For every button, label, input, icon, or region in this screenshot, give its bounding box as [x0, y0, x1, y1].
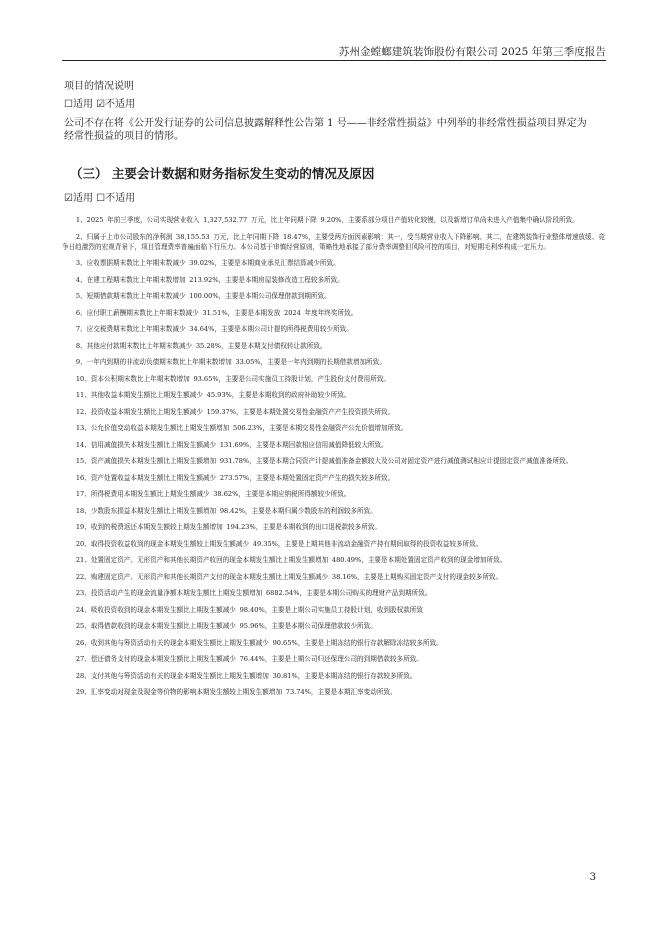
list-item: 28、支付其他与筹资活动有关的现金本期发生额比上期发生额增加 30.81%，主要是本期冻结的银行存款较多所致。 [75, 671, 417, 680]
page-number: 3 [589, 872, 596, 883]
list-item: 21、处置固定资产、无形资产和其他长期资产收回的现金本期发生额比上期发生额增加 480.49%，主要是本期处置固定资产收到的现金增加所致。 [75, 556, 507, 565]
list-item: 9、一年内到期的非流动负债期末数比上年期末数增加 33.05%，主要是一年内到期的长期借款增加所致。 [75, 358, 386, 367]
list-item: 14、信用减值损失本期发生额比上期发生额减少 131.69%，主要是本期回款相应信用减值降低较大所致。 [75, 440, 388, 449]
list-item: 27、偿还债务支付的现金本期发生额比上期发生额减少 76.44%，主要是上期公司归还保理公司的到期借款较多所致。 [75, 655, 423, 664]
section-options: ☑适用 ☐不适用 [64, 193, 136, 204]
list-item: 2、归属于上市公司股东的净利润 38,155.53 万元，比上年同期下降 18.47%，主要受两方面因素影响：其一，受当期营业收入下降影响。其二，在建筑装饰行业整体增速放缓、竞争日趋激烈的宏观背景下，项目管理费率普遍面临下行压力。本公司基于审慎经营原则，策略性地承接了部分费率调整但风险可控的项目，对短期毛利率构成一定压力。 [62, 232, 605, 251]
list-item: 19、收到的税费返还本期发生额较上期发生额增加 194.23%，主要是本期收到的出口退税款较多所致。 [75, 523, 382, 532]
list-item: 3、应收票据期末数比上年期末数减少 39.02%，主要是本期商业承兑汇票结算减少所致。 [75, 259, 340, 268]
list-item: 12、投资收益本期发生额比上期发生额减少 159.37%，主要是本期处置交易性金融资产产生投资损失所致。 [75, 407, 395, 416]
list-item: 17、所得税费用本期发生额比上期发生额减少 38.62%，主要是本期应纳税所得额较少所致。 [75, 490, 351, 499]
list-item: 13、公允价值变动收益本期发生额比上期发生额增加 506.23%，主要是本期交易性金融资产公允价值增加所致。 [75, 424, 408, 433]
list-item: 1、2025 年前三季度，公司实现营业收入 1,327,532.77 万元，比上年同期下降 9.20%，主要系部分项目产值转化较慢，以及新增订单尚未进入产值集中确认阶段所致。 [75, 216, 579, 224]
list-item: 22、购建固定资产、无形资产和其他长期资产支付的现金本期发生额比上期发生额减少 38.16%，主要是上期购买固定资产支付的现金较多所致。 [75, 572, 503, 581]
list-item: 6、应付职工薪酬期末数比上年期末数减少 31.51%，主要是本期发放 2024 年度年终奖所致。 [75, 308, 358, 317]
list-item: 18、少数股东损益本期发生额比上期发生额增加 98.42%，主要是本期归属少数股东的利润较多所致。 [75, 506, 377, 515]
list-item: 29、汇率变动对现金及现金等价物的影响本期发生额较上期发生额增加 73.74%，主要是本期汇率变动所致。 [75, 688, 397, 697]
change-reasons-list [62, 215, 608, 704]
list-item: 15、资产减值损失本期发生额比上期发生额增加 931.78%，主要是本期合同资产计提减值准备金额较大及公司对固定资产进行减值测试相应计提固定资产减值准备所致。 [75, 457, 573, 466]
list-item: 4、在建工程期末数比上年期末数增加 213.92%，主要是本期房屋装修改造工程较多所致。 [75, 275, 344, 284]
nonrecurring-label: 项目的情况说明 [64, 81, 134, 92]
list-item: 7、应交税费期末数比上年期末数减少 34.64%，主要是本期公司计提的所得税费用较少所致。 [75, 325, 353, 334]
list-item: 10、资本公积期末数比上年期末数增加 93.65%，主要是公司实施员工持股计划，产生股份支付费用所致。 [75, 374, 391, 383]
list-item: 20、取得投资收益收到的现金本期发生额较上期发生额减少 49.35%，主要是上期其他非流动金融资产持有期间取得的投资收益较多所致。 [75, 539, 483, 548]
list-item: 26、收到其他与筹资活动有关的现金本期发生额比上期发生额减少 90.65%，主要是上期冻结的银行存款解除冻结较多所致。 [75, 638, 443, 647]
nonrecurring-options: ☐适用 ☑不适用 [64, 99, 136, 110]
list-item: 8、其他应付款期末数比上年期末数减少 35.28%，主要是本期支付债权转让款所致。 [75, 341, 327, 350]
list-item: 11、其他收益本期发生额比上期发生额减少 45.93%，主要是本期收到的政府补助较少所致。 [75, 391, 351, 400]
list-item: 5、短期借款期末数比上年期末数减少 100.00%，主要是本期公司保理借款到期所致。 [75, 292, 331, 301]
list-item: 23、投资活动产生的现金流量净额本期发生额比上期发生额增加 6882.54%，主要是本期公司购买的理财产品到期所致。 [75, 589, 432, 598]
list-item: 24、吸收投资收到的现金本期发生额比上期发生额减少 98.40%，主要是上期公司实施员工持股计划，收到股权款所致 [75, 605, 423, 614]
list-item: 16、资产处置收益本期发生额比上期发生额减少 273.57%，主要是本期处置固定资产产生的损失较多所致。 [75, 473, 395, 482]
nonrecurring-statement-line2: 经常性损益的项目的情形。 [64, 131, 184, 142]
header-divider [62, 60, 606, 61]
nonrecurring-statement-line1: 公司不存在将《公开发行证券的公司信息披露解释性公告第 1 号——非经常性损益》中列举的非经常性损益项目界定为 [64, 118, 587, 129]
section-title: （三） 主要会计数据和财务指标发生变动的情况及原因 [70, 166, 375, 181]
list-item: 25、取得借款收到的现金本期发生额比上期发生额减少 95.96%，主要是本期公司保理借款较少所致。 [75, 622, 377, 631]
report-header-title: 苏州金螳螂建筑装饰股份有限公司 2025 年第三季度报告 [338, 46, 606, 58]
